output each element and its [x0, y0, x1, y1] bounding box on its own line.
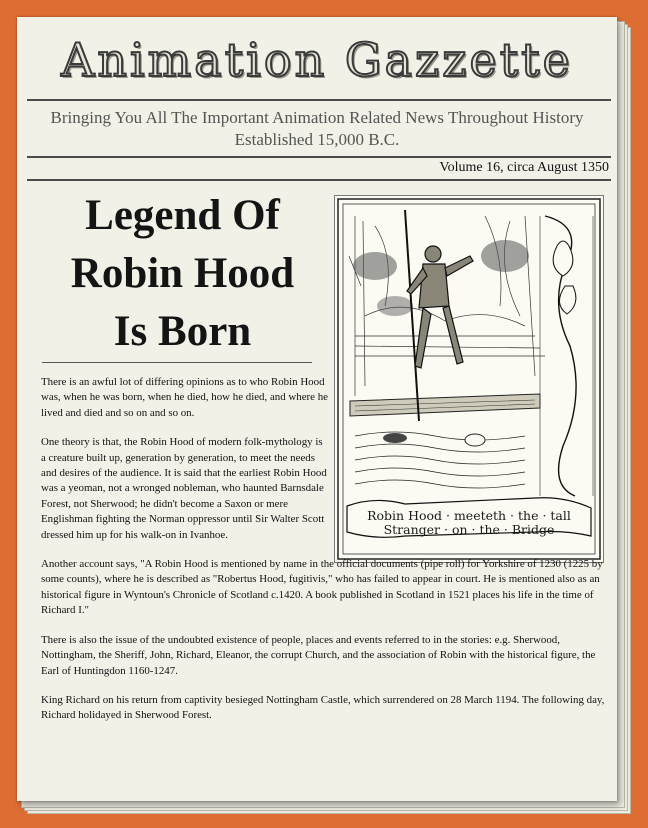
caption-line-1: Robin Hood · meeteth · the · tall — [367, 508, 571, 523]
masthead-title: Animation Gazzette — [61, 33, 573, 87]
headline-line-2: Robin Hood — [70, 250, 295, 297]
volume-date: Volume 16, circa August 1350 — [439, 160, 609, 175]
masthead-rule-middle — [27, 156, 611, 158]
article-body — [41, 375, 606, 738]
headline-line-1: Legend Of — [85, 192, 280, 239]
article-paragraph-1: There is an awful lot of differing opinions as to who Robin Hood was, when he was born, when he died, how he died, and where he lived and died and so on and so on. — [41, 376, 329, 419]
tagline: Bringing You All The Important Animation Related News Throughout History — [50, 108, 584, 127]
article-paragraph-3: Another account says, "A Robin Hood is mentioned by name in the official documents (pipe roll) for Yorkshire of 1230 (1225 by some counts), where he is described as "Robertus Hood, fugitivis," who has failed to appear in court. He is mentioned also as an historical figure in Wyntoun's Chronicle of Scotland c.1420. A book published in Scotland in 1521 places his life in the time of Richard I." — [41, 558, 603, 617]
headline-divider — [42, 362, 312, 363]
article-paragraph-5: King Richard on his return from captivity besieged Nottingham Castle, which surrendered on 28 March 1194. The following day, Richard holidayed in Sherwood Forest. — [41, 693, 605, 722]
article-paragraph-2: One theory is that, the Robin Hood of modern folk-mythology is a creature built up, generation by generation, to meet the needs and desires of the audience. It is said that the earliest Robin Hood was a yeoman, not a wronged nobleman, who haunted Barnsdale Forest, not Sherwood; he didn't become a Saxon or mere Englishman fighting the Norman oppressor until Sir Walter Scott dressed him up for his walk-on in Ivanhoe. — [41, 436, 327, 541]
masthead-rule-top — [27, 99, 611, 101]
headline — [35, 187, 330, 361]
newspaper-page — [17, 17, 617, 801]
headline-line-3: Is Born — [113, 308, 252, 355]
caption-line-2: Stranger · on · the · Bridge — [383, 522, 555, 537]
article-paragraph-4: There is also the issue of the undoubted existence of people, places and events referred to in the stories: e.g. Sherwood, Nottingham, the Sheriff, John, Richard, Eleanor, the corrupt Church, and the association of Robin with the historical figure, the Earl of Huntingdon 1160-1247. — [41, 633, 596, 677]
masthead-rule-bottom — [27, 179, 611, 181]
established-line: Established 15,000 B.C. — [234, 130, 400, 149]
